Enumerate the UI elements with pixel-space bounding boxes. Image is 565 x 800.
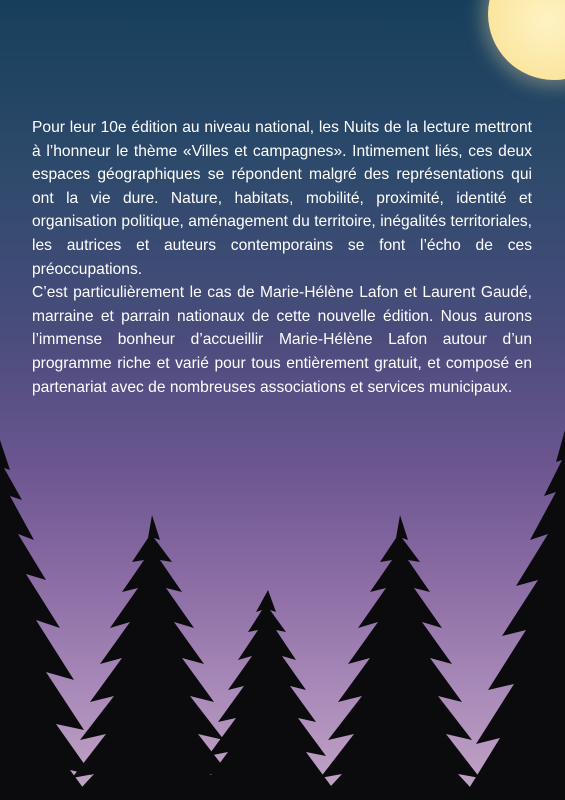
pine-tree-icon bbox=[200, 590, 334, 800]
pine-tree-icon bbox=[0, 440, 92, 800]
paragraph-intro: Pour leur 10e édition au niveau national, les Nuits de la lecture mettront à l’honneur le thème «Villes et campagnes». Intimement liés, ces deux espaces géographiques se répondent malgré des représentations qui ont la vie dure. Nature, habitats, mobilité, proximité, identité et organisation politique, aménagement du territoire, inégalités territoriales, les autrices et auteurs contemporains se font l’écho de ces préoccupations. bbox=[32, 119, 532, 278]
paragraph-guests: C’est particulièrement le cas de Marie-Hélène Lafon et Laurent Gaudé, marraine et parrain nationaux de cette nouvelle édition. Nous aurons l’immense bonheur d’accueillir Marie-Hélène Lafon autour d’un programme riche et varié pour tous entièrement gratuit, et composé en partenariat avec de nombreuses associations et services municipaux. bbox=[32, 284, 532, 396]
pine-tree-icon bbox=[70, 515, 234, 800]
pine-tree-icon bbox=[318, 515, 482, 800]
pine-tree-icon bbox=[468, 430, 565, 800]
